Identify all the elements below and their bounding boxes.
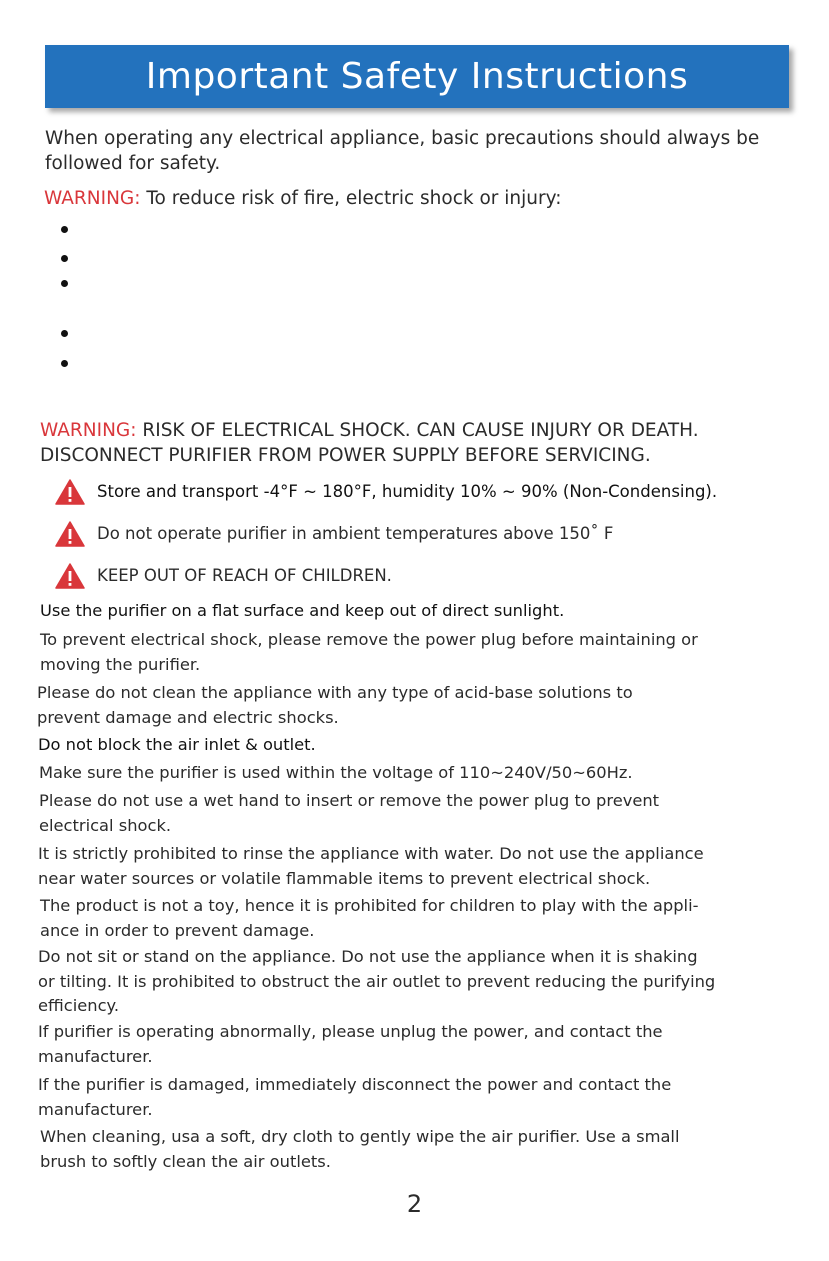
instruction-line: prevent damage and electric shocks. (37, 707, 339, 727)
caution-text: Store and transport -4°F ~ 180°F, humidity 10% ~ 90% (Non-Condensing). (97, 482, 718, 501)
bullet-dot (61, 226, 68, 233)
instruction-flat-surface (40, 599, 564, 624)
warning-text: RISK OF ELECTRICAL SHOCK. CAN CAUSE INJURY OR DEATH. (136, 420, 699, 441)
instruction-line: The product is not a toy, hence it is prohibited for children to play with the appli- (40, 896, 699, 915)
instruction-line: electrical shock. (39, 815, 172, 835)
instruction-line: Do not sit or stand on the appliance. Do not use the appliance when it is shaking (38, 947, 698, 966)
instruction-line: manufacturer. (38, 1099, 153, 1119)
instruction-line: Please do not clean the appliance with any type of acid-base solutions to (37, 683, 633, 702)
warning-triangle-icon (55, 479, 85, 505)
warning-shock-line-2: DISCONNECT PURIFIER FROM POWER SUPPLY BEFORE SERVICING. (40, 445, 651, 466)
caution-children (55, 563, 392, 589)
instruction-line: Make sure the purifier is used within the voltage of 110~240V/50~60Hz. (39, 763, 633, 782)
bullet-dot (61, 330, 68, 337)
warning-fire (44, 186, 561, 211)
warning-text: To reduce risk of fire, electric shock or injury: (140, 188, 562, 209)
instruction-line: When cleaning, usa a soft, dry cloth to gently wipe the air purifier. Use a small (40, 1127, 680, 1146)
bullet-dot (61, 255, 68, 262)
instruction-line: near water sources or volatile flammable items to prevent electrical shock. (38, 868, 651, 888)
instruction-line: If the purifier is damaged, immediately disconnect the power and contact the (38, 1075, 672, 1094)
warning-shock-line-1 (40, 418, 699, 443)
instruction-line: or tilting. It is prohibited to obstruct the air outlet to prevent reducing the purifying (38, 971, 716, 991)
warning-label: WARNING: (40, 420, 137, 441)
caution-temperature (55, 521, 613, 547)
intro-line-2: followed for safety. (45, 153, 221, 174)
title-banner (45, 45, 789, 108)
instruction-wet-hand (39, 789, 659, 838)
instruction-line: moving the purifier. (40, 654, 201, 674)
instruction-line: Please do not use a wet hand to insert or remove the power plug to prevent (39, 791, 660, 810)
bullet-dot (61, 360, 68, 367)
instruction-line: manufacturer. (38, 1046, 153, 1066)
instruction-line: ance in order to prevent damage. (40, 920, 315, 940)
warning-triangle-icon (55, 563, 85, 589)
instruction-no-acid (37, 681, 633, 730)
instruction-line: Use the purifier on a flat surface and keep out of direct sunlight. (40, 601, 565, 620)
instruction-line: It is strictly prohibited to rinse the appliance with water. Do not use the appliance (38, 844, 704, 863)
instruction-abnormal (38, 1020, 663, 1069)
instruction-no-water (38, 842, 704, 891)
warning-triangle-icon (55, 521, 85, 547)
instruction-remove-plug (40, 628, 698, 677)
bullet-dot (61, 280, 68, 287)
instruction-line: To prevent electrical shock, please remove the power plug before maintaining or (40, 630, 698, 649)
caution-text: Do not operate purifier in ambient temperatures above 150˚ F (97, 524, 614, 543)
instruction-line: brush to softly clean the air outlets. (40, 1151, 331, 1171)
page-title: Important Safety Instructions (145, 56, 689, 97)
instruction-line: If purifier is operating abnormally, please unplug the power, and contact the (38, 1022, 663, 1041)
page-number: 2 (406, 1190, 423, 1218)
caution-text: KEEP OUT OF REACH OF CHILDREN. (97, 566, 392, 585)
instruction-do-not-sit (38, 945, 715, 1019)
instruction-air-inlet (38, 733, 316, 758)
intro-line-1: When operating any electrical appliance, basic precautions should always be (45, 128, 760, 149)
instruction-line: efficiency. (38, 996, 120, 1015)
instruction-damaged (38, 1073, 671, 1122)
instruction-not-a-toy (40, 894, 698, 943)
caution-storage (55, 479, 717, 505)
instruction-line: Do not block the air inlet & outlet. (38, 735, 316, 754)
instruction-voltage (39, 761, 633, 786)
instruction-cleaning (40, 1125, 679, 1174)
warning-label: WARNING: (44, 188, 141, 209)
